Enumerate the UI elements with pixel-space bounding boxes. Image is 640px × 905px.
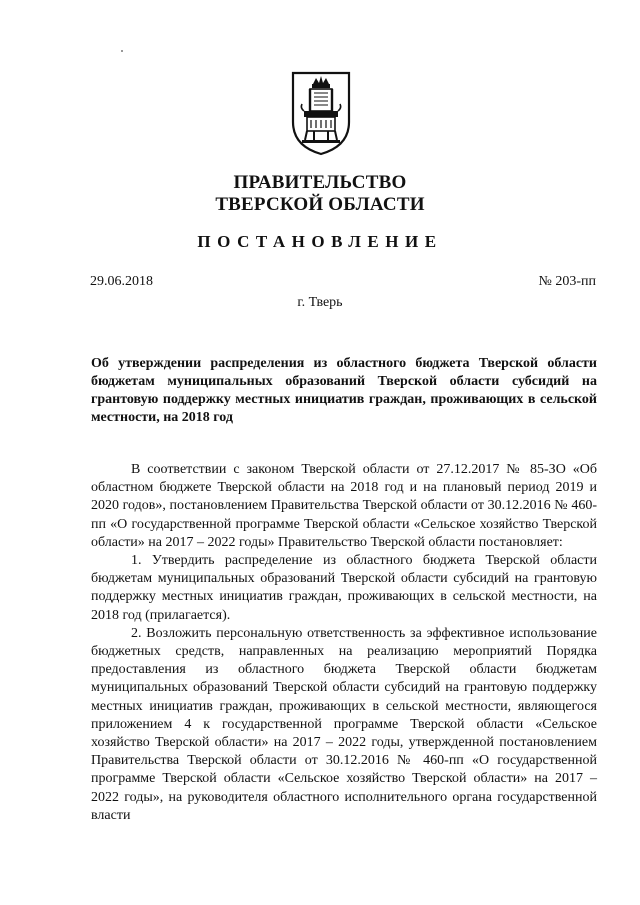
document-type-heading: ПОСТАНОВЛЕНИЕ [197,232,443,251]
document-number: № 203-пп [538,274,596,289]
document-body [91,461,597,825]
body-paragraph-preamble: В соответствии с законом Тверской области от 27.12.2017 № 85-ЗО «Об областном бюджете Тверской области на 2018 год и на плановый период 2019 и 2020 годов», постановлением Правительства Тверской области от 30.12.2016 № 460-пп «О государственной программе Тверской области «Сельское хозяйство Тверской области» на 2017 – 2022 годы» Правительство Тверской области постановляет: [91,462,597,550]
organization-name-line1: ПРАВИТЕЛЬСТВО [233,172,407,193]
scan-dot [121,50,123,52]
body-paragraph-item-1: 1. Утвердить распределение из областного бюджета Тверской области бюджетам муниципальных образований Тверской области субсидий на грантовую поддержку местных инициатив граждан, проживающих в сельской местности, на 2018 год (прилагается). [91,553,597,623]
organization-name-line2: ТВЕРСКОЙ ОБЛАСТИ [215,194,425,215]
document-subject: Об утверждении распределения из областного бюджета Тверской области бюджетам муниципальных образований Тверской области субсидий на грантовую поддержку местных инициатив граждан, проживающих в сельской местности, на 2018 год [91,356,597,425]
document-date: 29.06.2018 [90,274,153,289]
tver-coat-of-arms-icon [290,70,352,156]
body-paragraph-item-2: 2. Возложить персональную ответственность за эффективное использование бюджетных средств, направленных на реализацию мероприятий Порядка предоставления из областного бюджета Тверской области бюджетам муниципальных образований Тверской области субсидий на грантовую поддержку местных инициатив граждан, проживающих в сельской местности, являющегося приложением 4 к государственной программе Тверской области «Сельское хозяйство Тверской области» на 2017 – 2022 годы, утвержденной постановлением Правительства Тверской области от 30.12.2016 № 460-пп «О государственной программе Тверской области «Сельское хозяйство Тверской области» на 2017 – 2022 годы», на руководителя областного исполнительного органа государственной власти [91,625,597,823]
document-city: г. Тверь [297,295,343,310]
